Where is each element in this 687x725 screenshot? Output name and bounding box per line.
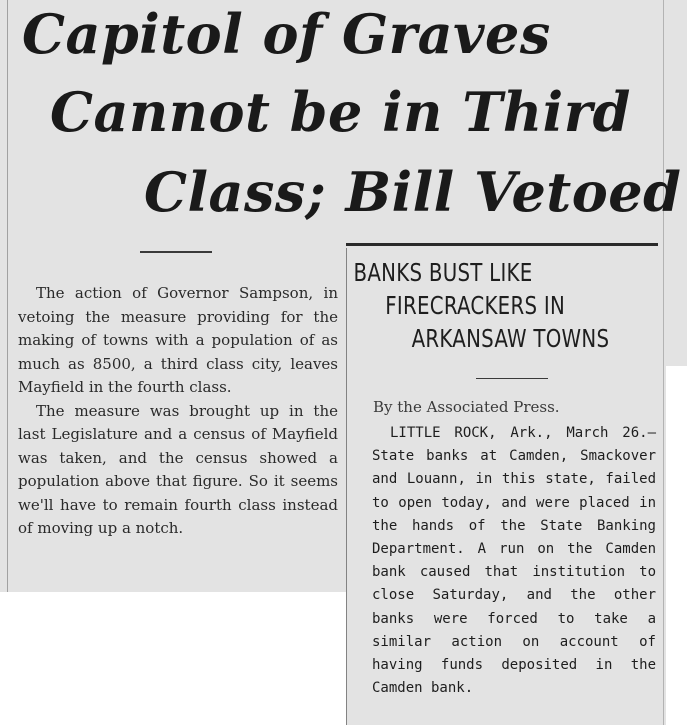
left-margin-rule xyxy=(7,0,8,592)
right-article-body xyxy=(372,422,656,700)
subhead-line-1: BANKS BUST LIKE xyxy=(353,258,533,287)
subhead-rule xyxy=(476,378,548,379)
subhead-line-2: FIRECRACKERS IN xyxy=(385,291,566,320)
column-divider xyxy=(346,248,347,725)
headline-line-3: Class; Bill Vetoed xyxy=(144,160,682,224)
headline-line-2: Cannot be in Third xyxy=(50,80,631,144)
left-article xyxy=(18,282,338,541)
right-margin-rule xyxy=(663,0,664,725)
newsprint-edge-strip xyxy=(666,262,687,366)
right-column-top-rule xyxy=(346,243,658,246)
headline-line-1: Capitol of Graves xyxy=(22,2,551,66)
right-article-subhead xyxy=(350,256,660,355)
left-column-rule xyxy=(140,251,212,253)
left-article-paragraph-2: The measure was brought up in the last Legislature and a census of Mayfield was taken, and the census showed a population above that figure. So it seems we'll have to remain fourth class instead of moving up a notch. xyxy=(18,401,338,537)
left-article-paragraph-1: The action of Governor Sampson, in vetoing the measure providing for the making of towns with a population of as much as 8500, a third class city, leaves Mayfield in the fourth class. xyxy=(18,284,338,396)
byline: By the Associated Press. xyxy=(373,398,560,416)
subhead-line-3: ARKANSAW TOWNS xyxy=(411,324,610,353)
right-article-paragraph: LITTLE ROCK, Ark., March 26.—State banks at Camden, Smackover and Louann, in this state, failed to open today, and were placed in the hands of the State Banking Department. A run on the Camden bank caused that institution to close Saturday, and the other banks were forced to take a similar action on account of having funds deposited in the Camden bank. xyxy=(372,425,656,697)
